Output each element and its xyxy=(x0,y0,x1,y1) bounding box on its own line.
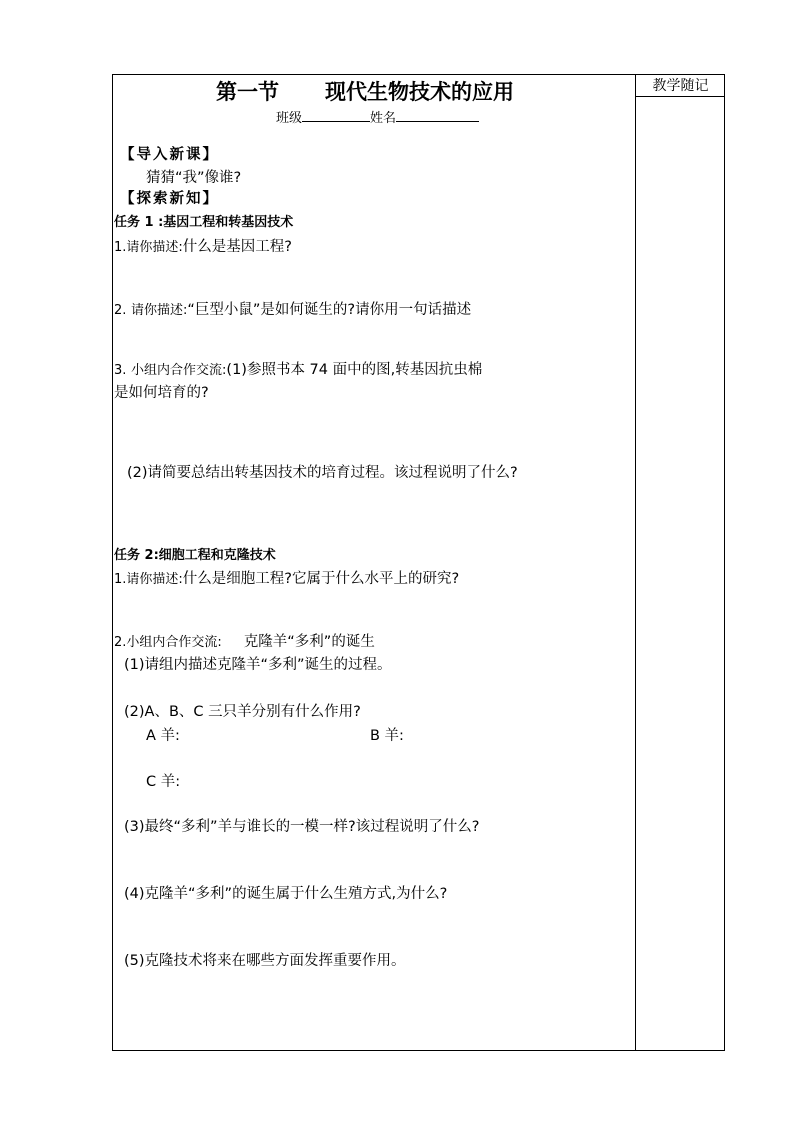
sheep-c-label: C 羊: xyxy=(146,774,181,790)
sheep-b-label: B 羊: xyxy=(370,728,404,744)
task2-q2: 2.小组内合作交流: 克隆羊“多利”的诞生 xyxy=(114,634,375,650)
column-divider xyxy=(635,75,636,1050)
task2-q1: 1.请你描述:什么是细胞工程?它属于什么水平上的研究? xyxy=(114,571,460,587)
intro-guess: 猜猜“我”像谁? xyxy=(146,170,242,186)
task1-q1: 1.请你描述:什么是基因工程? xyxy=(114,239,292,255)
task2-title: 任务 2:细胞工程和克隆技术 xyxy=(114,548,276,563)
sheep-a-label: A 羊: xyxy=(146,728,180,744)
name-blank xyxy=(396,108,479,122)
intro-heading: 【导入新课】 xyxy=(120,147,219,163)
task1-title: 任务 1 :基因工程和转基因技术 xyxy=(114,215,294,230)
class-blank xyxy=(302,108,370,122)
task1-q3-part2: (2)请简要总结出转基因技术的培育过程。该过程说明了什么? xyxy=(127,465,518,481)
task1-q3-cont: 是如何培育的? xyxy=(114,385,209,401)
task2-sub2: (2)A、B、C 三只羊分别有什么作用? xyxy=(124,704,361,720)
task2-sub5: (5)克隆技术将来在哪些方面发挥重要作用。 xyxy=(124,953,406,969)
side-notes-header: 教学随记 xyxy=(636,75,725,97)
title-section: 第一节 xyxy=(216,79,279,104)
page-title xyxy=(216,78,514,106)
class-name-line xyxy=(276,108,479,129)
task1-q2: 2. 请你描述:“巨型小鼠”是如何诞生的?请你用一句话描述 xyxy=(114,302,472,318)
title-topic: 现代生物技术的应用 xyxy=(325,79,514,104)
name-label: 姓名 xyxy=(370,111,397,126)
task2-sub4: (4)克隆羊“多利”的诞生属于什么生殖方式,为什么? xyxy=(124,886,448,902)
class-label: 班级 xyxy=(276,111,303,126)
explore-heading: 【探索新知】 xyxy=(120,191,219,207)
task2-sub1: (1)请组内描述克隆羊“多利”诞生的过程。 xyxy=(124,657,392,673)
task1-q3: 3. 小组内合作交流:(1)参照书本 74 面中的图,转基因抗虫棉 xyxy=(114,362,483,378)
task2-sub3: (3)最终“多利”羊与谁长的一模一样?该过程说明了什么? xyxy=(124,819,480,835)
